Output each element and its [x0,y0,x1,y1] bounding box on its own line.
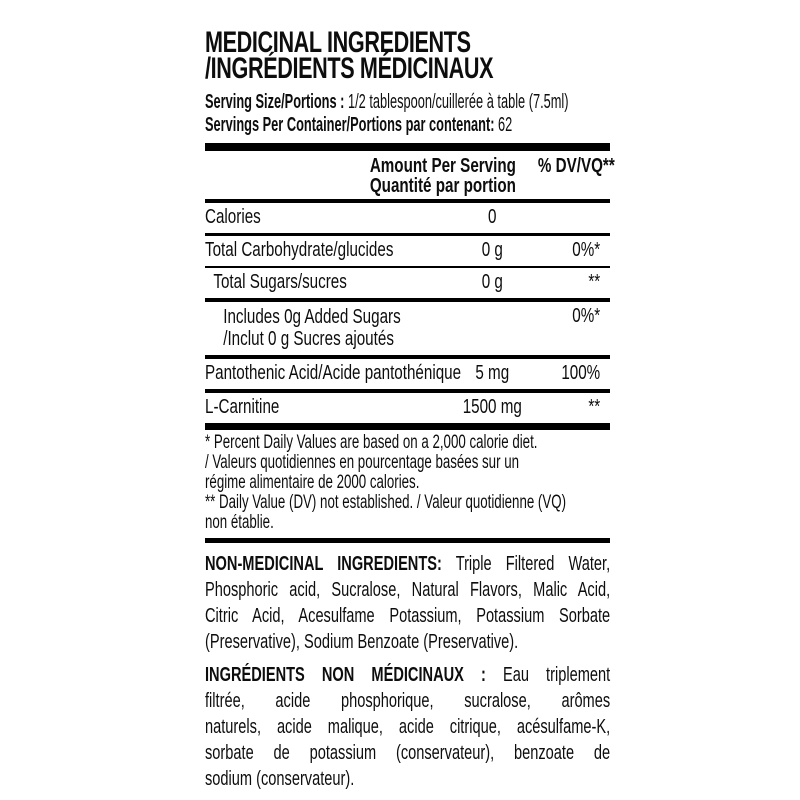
paragraph-line: Citric Acid, Acesulfame Potassium, Potassium Sorbate [205,605,611,627]
divider-top-thick [205,143,610,151]
serving-info [205,91,610,137]
serving-size-label: Serving Size/Portions : [205,91,345,113]
amount-header-line1: Amount Per Serving [369,155,516,177]
paragraph-line: Phosphoric acid, Sucralose, Natural Flavors, Malic Acid, [205,579,611,601]
amount-header-line2: Quantité par portion [369,175,516,197]
row-amount: 5 mg [475,362,510,384]
paragraph-line: sodium (conservateur). [205,768,355,790]
row-name-line2: /Inclut 0 g Sucres ajoutés [223,328,394,350]
row-dv: 0%* [572,305,601,327]
panel-title-line2: /INGRÉDIENTS MÉDICINAUX [205,52,494,85]
footnote-line: / Valeurs quotidiennes en pourcentage basées sur un [205,452,520,473]
row-name: Pantothenic Acid/Acide pantothénique [205,362,462,384]
footnote-line: ** Daily Value (DV) not established. / Valeur quotidienne (VQ) [205,492,567,513]
paragraph-line [205,662,610,688]
footnote-line: non établie. [205,512,274,533]
paragraph-line: filtrée, acide phosphorique, sucralose, arômes [205,690,611,712]
non-medicinal-ingredients-fr [205,662,610,792]
row-amount: 0 g [481,271,503,293]
row-dv: ** [588,396,601,418]
row-amount: 0 [488,206,497,228]
row-dv: 100% [561,362,601,384]
serving-size-value: 1/2 tablespoon/cuillerée à table (7.5ml) [344,91,569,113]
servings-per-container-value: 62 [494,114,513,136]
supplement-facts-panel [205,26,615,792]
row-name [205,306,447,350]
row-name-line1: Includes 0g Added Sugars [223,306,401,328]
nutrition-row-carbohydrate [205,236,610,266]
row-name: Calories [205,206,261,228]
row-name: Total Carbohydrate/glucides [205,238,394,261]
row-name: L-Carnitine [205,396,280,418]
row-name: Total Sugars/sucres [213,271,347,293]
row-dv: 0%* [572,238,601,261]
amount-column-header [348,156,538,196]
footnote-line: régime alimentaire de 2000 calories. [205,472,420,493]
servings-per-container-line [205,114,610,137]
footnote-line: * Percent Daily Values are based on a 2,000 calorie diet. [205,432,538,453]
non-medicinal-ingredients-en [205,551,610,655]
divider-bottom-thick [205,423,610,430]
paragraph-line: naturels, acide malique, acide citrique, acésulfame-K, [205,716,611,738]
panel-title-line1: MEDICINAL INGREDIENTS [205,26,471,59]
non-medicinal-en-label: NON-MEDICINAL INGREDIENTS: [205,553,442,575]
panel-title [205,26,610,85]
dv-column-header: % DV/VQ** [537,155,615,177]
row-amount: 1500 mg [462,396,522,418]
non-medicinal-fr-label: INGRÉDIENTS NON MÉDICINAUX : [205,664,486,686]
servings-per-container-label: Servings Per Container/Portions par contenant: [205,114,495,136]
row-amount: 0 g [481,238,503,261]
paragraph-line [205,551,610,577]
nutrition-row-l-carnitine [205,393,610,423]
paragraph-text: Eau triplement [485,664,611,686]
paragraph-text: Triple Filtered Water, [441,553,611,575]
nutrition-row-calories [205,203,610,233]
divider-footnotes [205,538,610,543]
nutrition-row-pantothenic-acid [205,359,610,389]
table-header-row [205,151,615,199]
paragraph-line: sorbate de potassium (conservateur), benzoate de [205,742,611,764]
paragraph-line: (Preservative), Sodium Benzoate (Preservative). [205,631,519,653]
serving-size-line [205,91,610,114]
footnotes [205,433,610,533]
nutrition-row-total-sugars [205,268,610,298]
nutrition-row-added-sugars [205,302,610,355]
row-dv: ** [588,271,601,293]
